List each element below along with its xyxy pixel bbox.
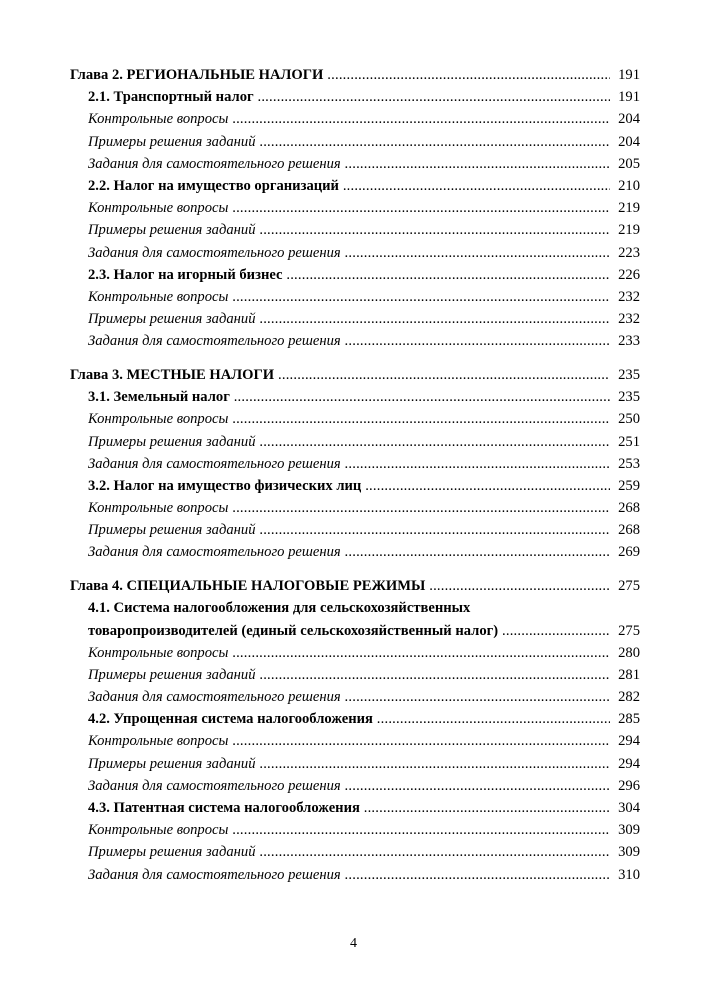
toc-section-entry[interactable] [70, 797, 640, 819]
toc-subsection-entry-title: Примеры решения заданий ..... [88, 219, 610, 241]
toc-chapter-entry-page: 191 [618, 67, 640, 83]
toc-section-entry-title: 4.2. Упрощенная система налогообложения ..... [88, 708, 610, 730]
toc-subsection-entry[interactable] [70, 308, 640, 330]
toc-subsection-entry-page: 204 [618, 133, 640, 150]
toc-subsection-entry[interactable] [70, 197, 640, 219]
toc-subsection-entry-page: 268 [618, 500, 640, 517]
toc-subsection-entry-title: Задания для самостоятельного решения ..... [88, 686, 610, 708]
toc-section-entry-page: 191 [618, 89, 640, 106]
toc-subsection-entry-page: 232 [618, 311, 640, 328]
toc-subsection-entry[interactable] [70, 775, 640, 797]
toc-subsection-entry-title: Задания для самостоятельного решения ..... [88, 541, 610, 563]
toc-section-entry-title: 2.2. Налог на имущество организаций ..... [88, 175, 610, 197]
toc-section-entry-title: 4.3. Патентная система налогообложения ..... [88, 797, 610, 819]
toc-subsection-entry-title: Примеры решения заданий ..... [88, 431, 610, 453]
toc-subsection-entry[interactable] [70, 286, 640, 308]
toc-subsection-entry-title: Задания для самостоятельного решения ..... [88, 242, 610, 264]
toc-section-entry-title-line1: 4.1. Система налогообложения для сельскохозяйственных [88, 600, 471, 617]
toc-subsection-entry[interactable] [70, 242, 640, 264]
toc-subsection-entry-page: 309 [618, 844, 640, 861]
toc-chapter-entry[interactable] [70, 64, 640, 86]
toc-subsection-entry-title: Контрольные вопросы ..... [88, 730, 610, 752]
toc-subsection-entry-title: Примеры решения заданий ..... [88, 131, 610, 153]
toc-subsection-entry-page: 281 [618, 666, 640, 683]
toc-subsection-entry-title: Контрольные вопросы ..... [88, 108, 610, 130]
toc-section-entry-page: 259 [618, 477, 640, 494]
toc-subsection-entry[interactable] [70, 664, 640, 686]
toc-chapter-entry-title: Глава 2. РЕГИОНАЛЬНЫЕ НАЛОГИ ..... [70, 64, 610, 86]
toc-subsection-entry-page: 310 [618, 866, 640, 883]
toc-subsection-entry-page: 250 [618, 411, 640, 428]
toc-subsection-entry-page: 296 [618, 777, 640, 794]
toc-subsection-entry[interactable] [70, 864, 640, 886]
toc-subsection-entry-title: Контрольные вопросы ..... [88, 642, 610, 664]
toc-subsection-entry-title: Примеры решения заданий ..... [88, 664, 610, 686]
table-of-contents [70, 64, 640, 886]
toc-subsection-entry-page: 294 [618, 733, 640, 750]
toc-section-entry-page: 235 [618, 389, 640, 406]
toc-subsection-entry-page: 232 [618, 288, 640, 305]
toc-subsection-entry-title: Примеры решения заданий ..... [88, 519, 610, 541]
toc-subsection-entry[interactable] [70, 819, 640, 841]
toc-subsection-entry-page: 204 [618, 111, 640, 128]
toc-subsection-entry[interactable] [70, 642, 640, 664]
toc-subsection-entry[interactable] [70, 131, 640, 153]
toc-section-entry[interactable] [70, 708, 640, 730]
page-number: 4 [350, 936, 357, 951]
toc-subsection-entry[interactable] [70, 686, 640, 708]
toc-chapter-entry-title: Глава 4. СПЕЦИАЛЬНЫЕ НАЛОГОВЫЕ РЕЖИМЫ ..... [70, 575, 610, 597]
toc-subsection-entry-page: 219 [618, 200, 640, 217]
toc-subsection-entry-page: 282 [618, 689, 640, 706]
toc-section-entry[interactable] [70, 475, 640, 497]
toc-subsection-entry[interactable] [70, 219, 640, 241]
toc-subsection-entry-title: Контрольные вопросы ..... [88, 408, 610, 430]
toc-subsection-entry-title: Примеры решения заданий ..... [88, 841, 610, 863]
toc-subsection-entry-page: 205 [618, 155, 640, 172]
toc-subsection-entry-page: 253 [618, 455, 640, 472]
toc-section-entry-page: 304 [618, 800, 640, 817]
toc-subsection-entry-page: 219 [618, 222, 640, 239]
toc-subsection-entry-page: 309 [618, 822, 640, 839]
toc-section-entry[interactable] [70, 175, 640, 197]
toc-subsection-entry[interactable] [70, 519, 640, 541]
toc-subsection-entry[interactable] [70, 541, 640, 563]
toc-subsection-entry[interactable] [70, 453, 640, 475]
toc-section-entry[interactable] [70, 86, 640, 108]
toc-chapter-entry[interactable] [70, 364, 640, 386]
toc-section-entry-title: 2.3. Налог на игорный бизнес ..... [88, 264, 610, 286]
toc-section-entry[interactable] [70, 264, 640, 286]
toc-subsection-entry-page: 280 [618, 644, 640, 661]
toc-subsection-entry-page: 268 [618, 522, 640, 539]
toc-subsection-entry[interactable] [70, 431, 640, 453]
toc-subsection-entry-title: Задания для самостоятельного решения ..... [88, 453, 610, 475]
toc-subsection-entry[interactable] [70, 153, 640, 175]
toc-subsection-entry-title: Задания для самостоятельного решения ..... [88, 775, 610, 797]
toc-section-entry-page: 285 [618, 711, 640, 728]
toc-section-entry[interactable] [70, 597, 640, 641]
toc-subsection-entry[interactable] [70, 330, 640, 352]
toc-subsection-entry-title: Контрольные вопросы ..... [88, 286, 610, 308]
toc-subsection-entry[interactable] [70, 841, 640, 863]
toc-subsection-entry-title: Контрольные вопросы ..... [88, 197, 610, 219]
toc-chapter-entry-page: 275 [618, 578, 640, 595]
toc-subsection-entry-title: Контрольные вопросы ..... [88, 497, 610, 519]
toc-subsection-entry-title: Задания для самостоятельного решения ..... [88, 864, 610, 886]
toc-subsection-entry[interactable] [70, 730, 640, 752]
toc-section-entry-page: 275 [618, 622, 640, 639]
toc-section-entry-title: 3.2. Налог на имущество физических лиц ..... [88, 475, 610, 497]
toc-subsection-entry[interactable] [70, 108, 640, 130]
toc-section-entry-page: 226 [618, 266, 640, 283]
toc-subsection-entry[interactable] [70, 753, 640, 775]
toc-subsection-entry-title: Задания для самостоятельного решения ..... [88, 153, 610, 175]
toc-chapter-entry-title: Глава 3. МЕСТНЫЕ НАЛОГИ ..... [70, 364, 610, 386]
toc-section-entry-title: 3.1. Земельный налог ..... [88, 386, 610, 408]
toc-subsection-entry-page: 233 [618, 333, 640, 350]
toc-subsection-entry-title: Примеры решения заданий ..... [88, 753, 610, 775]
toc-subsection-entry[interactable] [70, 408, 640, 430]
toc-subsection-entry-title: Контрольные вопросы ..... [88, 819, 610, 841]
toc-subsection-entry[interactable] [70, 497, 640, 519]
toc-subsection-entry-title: Примеры решения заданий ..... [88, 308, 610, 330]
toc-section-entry-page: 210 [618, 177, 640, 194]
toc-subsection-entry-page: 223 [618, 244, 640, 261]
toc-subsection-entry-page: 294 [618, 755, 640, 772]
toc-chapter-entry-page: 235 [618, 366, 640, 383]
toc-subsection-entry-page: 251 [618, 433, 640, 450]
toc-subsection-entry-page: 269 [618, 544, 640, 561]
toc-section-entry-title: товаропроизводителей (единый сельскохозяйственный налог) ..... [88, 620, 610, 642]
toc-section-entry[interactable] [70, 386, 640, 408]
toc-subsection-entry-title: Задания для самостоятельного решения ..... [88, 330, 610, 352]
toc-section-entry-title: 2.1. Транспортный налог ..... [88, 86, 610, 108]
toc-chapter-entry[interactable] [70, 575, 640, 597]
